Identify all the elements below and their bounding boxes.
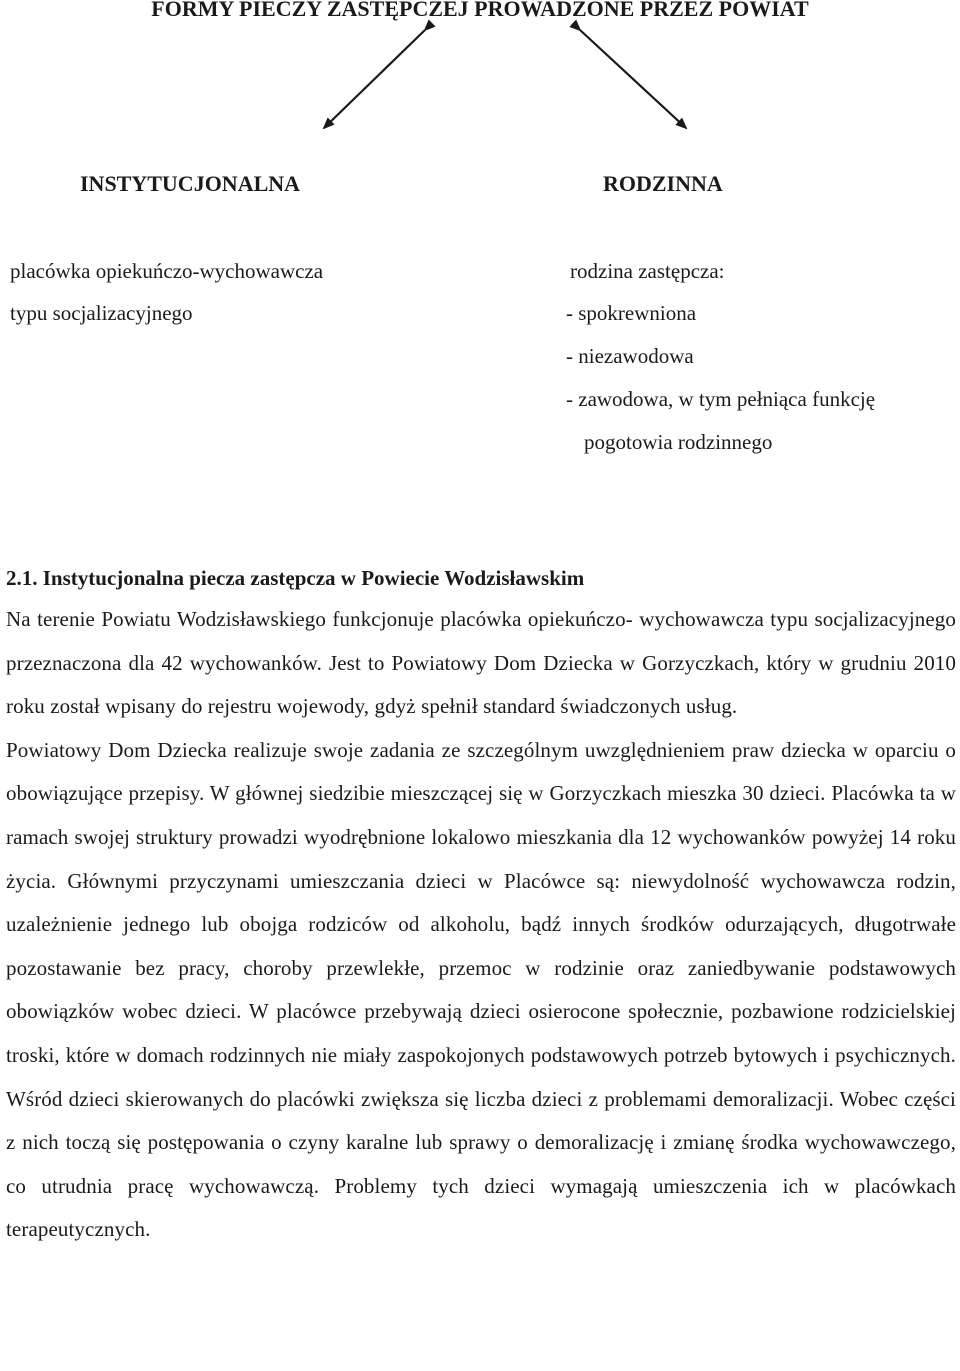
left-column-line: typu socjalizacyjnego <box>10 301 193 325</box>
section-2-1 <box>6 558 956 1252</box>
arrow-to-instytucjonalna <box>324 30 425 128</box>
heading-rodzinna: RODZINNA <box>603 171 723 196</box>
section-title: 2.1. Instytucjonalna piecza zastępcza w Powiecie Wodzisławskim <box>6 566 585 590</box>
right-column-line: - zawodowa, w tym pełniąca funkcję <box>566 387 876 411</box>
right-column-line: pogotowia rodzinnego <box>584 430 773 454</box>
paragraph-1: Na terenie Powiatu Wodzisławskiego funkcjonuje placówka opiekuńczo- wychowawcza typu socjalizacyjnego przeznaczona dla 42 wychowanków. Jest to Powiatowy Dom Dziecka w Gorzyczkach, który w grudniu 2010 roku został wpisany do rejestru wojewody, gdyż spełnił standard świadczonych usług. <box>6 607 956 719</box>
right-column-line: - niezawodowa <box>566 344 694 368</box>
left-column-line: placówka opiekuńczo-wychowawcza <box>10 259 324 283</box>
paragraph-2: Powiatowy Dom Dziecka realizuje swoje zadania ze szczególnym uwzględnieniem praw dziecka w oparciu o obowiązujące przepisy. W głównej siedzibie mieszczącej się w Gorzyczkach mieszka 30 dzieci. Placówka ta w ramach swojej struktury prowadzi wyodrębnione lokalowo mieszkania dla 12 wychowanków powyżej 14 roku życia. Głównymi przyczynami umieszczania dzieci w Placówce są: niewydolność wychowawcza rodzin, uzależnienie jednego lub obojga rodziców od alkoholu, bądź innych środków odurzających, długotrwałe pozostawanie bez pracy, choroby przewlekłe, przemoc w rodzinie oraz zaniedbywanie podstawowych obowiązków wobec dzieci. W placówce przebywają dzieci osierocone społecznie, pozbawione rodzicielskiej troski, które w domach rodzinnych nie miały zaspokojonych podstawowych potrzeb bytowych i psychicznych. Wśród dzieci skierowanych do placówki zwiększa się liczba dzieci z problemami demoralizacji. Wobec części z nich toczą się postępowania o czyny karalne lub sprawy o demoralizację i zmianę środka wychowawczego, co utrudnia pracę wychowawczą. Problemy tych dzieci wymagają umieszczenia ich w placówkach terapeutycznych. <box>6 737 956 1242</box>
right-column-line: - spokrewniona <box>566 301 697 325</box>
heading-instytucjonalna: INSTYTUCJONALNA <box>80 171 301 196</box>
arrow-to-rodzinna <box>580 30 686 128</box>
document-title: FORMY PIECZY ZASTĘPCZEJ PROWADZONE PRZEZ POWIAT <box>151 0 809 21</box>
branch-arrows <box>0 0 960 140</box>
right-column-line: rodzina zastępcza: <box>570 259 725 283</box>
